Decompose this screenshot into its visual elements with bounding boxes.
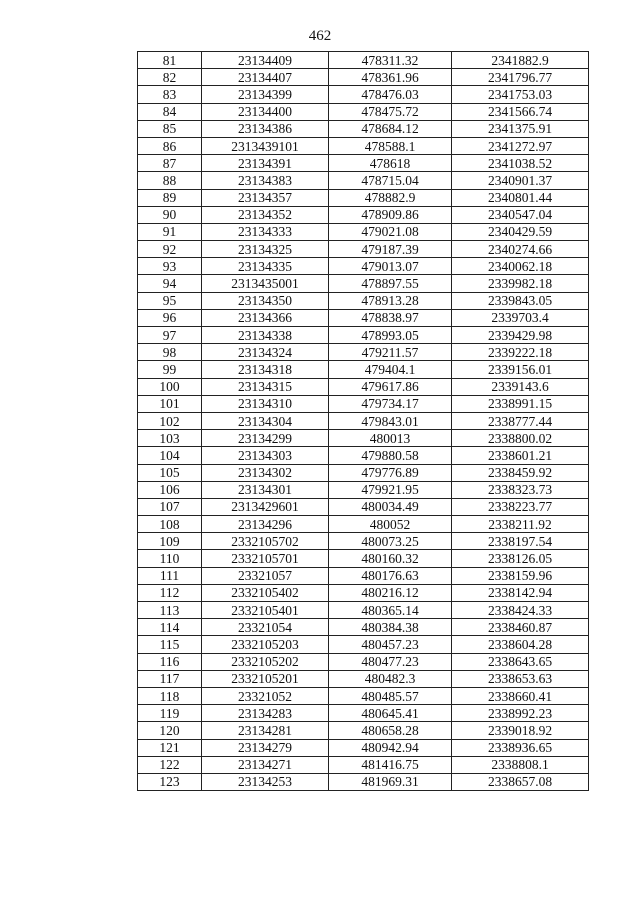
row-number-cell: 99	[138, 361, 202, 378]
y-coordinate-cell: 2338777.44	[452, 412, 589, 429]
point-id-cell: 2313429601	[202, 498, 329, 515]
x-coordinate-cell: 480073.25	[329, 533, 452, 550]
row-number-cell: 82	[138, 69, 202, 86]
row-number-cell: 106	[138, 481, 202, 498]
x-coordinate-cell: 480176.63	[329, 567, 452, 584]
y-coordinate-cell: 2339843.05	[452, 292, 589, 309]
table-row	[138, 103, 589, 120]
x-coordinate-cell: 480034.49	[329, 498, 452, 515]
point-id-cell: 23134333	[202, 223, 329, 240]
x-coordinate-cell: 479617.86	[329, 378, 452, 395]
point-id-cell: 2332105201	[202, 670, 329, 687]
y-coordinate-cell: 2338800.02	[452, 430, 589, 447]
x-coordinate-cell: 480365.14	[329, 602, 452, 619]
table-row	[138, 206, 589, 223]
table-row	[138, 516, 589, 533]
point-id-cell: 23134299	[202, 430, 329, 447]
y-coordinate-cell: 2338808.1	[452, 756, 589, 773]
row-number-cell: 114	[138, 619, 202, 636]
point-id-cell: 2313435001	[202, 275, 329, 292]
x-coordinate-cell: 478361.96	[329, 69, 452, 86]
table-row	[138, 533, 589, 550]
point-id-cell: 23321057	[202, 567, 329, 584]
row-number-cell: 102	[138, 412, 202, 429]
row-number-cell: 98	[138, 344, 202, 361]
point-id-cell: 23134302	[202, 464, 329, 481]
row-number-cell: 100	[138, 378, 202, 395]
row-number-cell: 107	[138, 498, 202, 515]
point-id-cell: 23134296	[202, 516, 329, 533]
table-row	[138, 241, 589, 258]
row-number-cell: 96	[138, 309, 202, 326]
coordinates-table	[137, 51, 589, 791]
row-number-cell: 89	[138, 189, 202, 206]
y-coordinate-cell: 2338424.33	[452, 602, 589, 619]
y-coordinate-cell: 2338460.87	[452, 619, 589, 636]
y-coordinate-cell: 2340801.44	[452, 189, 589, 206]
y-coordinate-cell: 2340062.18	[452, 258, 589, 275]
point-id-cell: 23134409	[202, 52, 329, 69]
x-coordinate-cell: 479013.07	[329, 258, 452, 275]
point-id-cell: 23134386	[202, 120, 329, 137]
table-row	[138, 705, 589, 722]
table-row	[138, 412, 589, 429]
point-id-cell: 2332105401	[202, 602, 329, 619]
table-row	[138, 739, 589, 756]
point-id-cell: 2313439101	[202, 137, 329, 154]
point-id-cell: 23134391	[202, 155, 329, 172]
table-row	[138, 172, 589, 189]
table-row	[138, 395, 589, 412]
point-id-cell: 23134283	[202, 705, 329, 722]
x-coordinate-cell: 480482.3	[329, 670, 452, 687]
point-id-cell: 2332105402	[202, 584, 329, 601]
x-coordinate-cell: 478993.05	[329, 327, 452, 344]
row-number-cell: 111	[138, 567, 202, 584]
x-coordinate-cell: 481416.75	[329, 756, 452, 773]
table-row	[138, 86, 589, 103]
x-coordinate-cell: 478897.55	[329, 275, 452, 292]
row-number-cell: 101	[138, 395, 202, 412]
row-number-cell: 122	[138, 756, 202, 773]
row-number-cell: 115	[138, 636, 202, 653]
row-number-cell: 117	[138, 670, 202, 687]
point-id-cell: 23134304	[202, 412, 329, 429]
point-id-cell: 23134281	[202, 722, 329, 739]
y-coordinate-cell: 2338653.63	[452, 670, 589, 687]
x-coordinate-cell: 479880.58	[329, 447, 452, 464]
y-coordinate-cell: 2338211.92	[452, 516, 589, 533]
row-number-cell: 95	[138, 292, 202, 309]
row-number-cell: 90	[138, 206, 202, 223]
table-row	[138, 550, 589, 567]
row-number-cell: 97	[138, 327, 202, 344]
y-coordinate-cell: 2338223.77	[452, 498, 589, 515]
row-number-cell: 119	[138, 705, 202, 722]
y-coordinate-cell: 2338660.41	[452, 687, 589, 704]
table-row	[138, 687, 589, 704]
row-number-cell: 92	[138, 241, 202, 258]
table-row	[138, 584, 589, 601]
point-id-cell: 23134400	[202, 103, 329, 120]
y-coordinate-cell: 2341272.97	[452, 137, 589, 154]
point-id-cell: 23134271	[202, 756, 329, 773]
point-id-cell: 23134357	[202, 189, 329, 206]
y-coordinate-cell: 2338991.15	[452, 395, 589, 412]
x-coordinate-cell: 479187.39	[329, 241, 452, 258]
row-number-cell: 81	[138, 52, 202, 69]
point-id-cell: 23134303	[202, 447, 329, 464]
x-coordinate-cell: 479021.08	[329, 223, 452, 240]
x-coordinate-cell: 478913.28	[329, 292, 452, 309]
table-row	[138, 361, 589, 378]
point-id-cell: 23321052	[202, 687, 329, 704]
table-row	[138, 69, 589, 86]
y-coordinate-cell: 2338601.21	[452, 447, 589, 464]
row-number-cell: 88	[138, 172, 202, 189]
row-number-cell: 118	[138, 687, 202, 704]
y-coordinate-cell: 2340429.59	[452, 223, 589, 240]
table-row	[138, 223, 589, 240]
y-coordinate-cell: 2340274.66	[452, 241, 589, 258]
table-row	[138, 464, 589, 481]
x-coordinate-cell: 478684.12	[329, 120, 452, 137]
y-coordinate-cell: 2338936.65	[452, 739, 589, 756]
y-coordinate-cell: 2341753.03	[452, 86, 589, 103]
point-id-cell: 23134352	[202, 206, 329, 223]
table-row	[138, 137, 589, 154]
x-coordinate-cell: 478618	[329, 155, 452, 172]
table-row	[138, 189, 589, 206]
y-coordinate-cell: 2341796.77	[452, 69, 589, 86]
y-coordinate-cell: 2338604.28	[452, 636, 589, 653]
y-coordinate-cell: 2339018.92	[452, 722, 589, 739]
x-coordinate-cell: 480216.12	[329, 584, 452, 601]
point-id-cell: 2332105202	[202, 653, 329, 670]
x-coordinate-cell: 479404.1	[329, 361, 452, 378]
row-number-cell: 87	[138, 155, 202, 172]
table-row	[138, 481, 589, 498]
y-coordinate-cell: 2338197.54	[452, 533, 589, 550]
point-id-cell: 23134383	[202, 172, 329, 189]
table-row	[138, 120, 589, 137]
x-coordinate-cell: 480457.23	[329, 636, 452, 653]
y-coordinate-cell: 2338126.05	[452, 550, 589, 567]
y-coordinate-cell: 2339982.18	[452, 275, 589, 292]
y-coordinate-cell: 2340547.04	[452, 206, 589, 223]
y-coordinate-cell: 2341375.91	[452, 120, 589, 137]
table-row	[138, 498, 589, 515]
y-coordinate-cell: 2340901.37	[452, 172, 589, 189]
x-coordinate-cell: 480485.57	[329, 687, 452, 704]
table-row	[138, 722, 589, 739]
row-number-cell: 121	[138, 739, 202, 756]
row-number-cell: 113	[138, 602, 202, 619]
row-number-cell: 86	[138, 137, 202, 154]
row-number-cell: 108	[138, 516, 202, 533]
table-row	[138, 309, 589, 326]
point-id-cell: 23134338	[202, 327, 329, 344]
x-coordinate-cell: 480160.32	[329, 550, 452, 567]
row-number-cell: 112	[138, 584, 202, 601]
point-id-cell: 23134318	[202, 361, 329, 378]
x-coordinate-cell: 478838.97	[329, 309, 452, 326]
y-coordinate-cell: 2338323.73	[452, 481, 589, 498]
row-number-cell: 85	[138, 120, 202, 137]
page-number: 462	[308, 28, 332, 44]
x-coordinate-cell: 480052	[329, 516, 452, 533]
x-coordinate-cell: 478715.04	[329, 172, 452, 189]
table-row	[138, 344, 589, 361]
y-coordinate-cell: 2339429.98	[452, 327, 589, 344]
y-coordinate-cell: 2338657.08	[452, 773, 589, 790]
x-coordinate-cell: 478475.72	[329, 103, 452, 120]
y-coordinate-cell: 2338992.23	[452, 705, 589, 722]
y-coordinate-cell: 2338159.96	[452, 567, 589, 584]
table-row	[138, 756, 589, 773]
table-row	[138, 773, 589, 790]
row-number-cell: 116	[138, 653, 202, 670]
table-row	[138, 619, 589, 636]
y-coordinate-cell: 2338459.92	[452, 464, 589, 481]
y-coordinate-cell: 2338643.65	[452, 653, 589, 670]
row-number-cell: 94	[138, 275, 202, 292]
point-id-cell: 2332105702	[202, 533, 329, 550]
point-id-cell: 23134350	[202, 292, 329, 309]
x-coordinate-cell: 479211.57	[329, 344, 452, 361]
table-row	[138, 292, 589, 309]
y-coordinate-cell: 2339143.6	[452, 378, 589, 395]
point-id-cell: 23134366	[202, 309, 329, 326]
row-number-cell: 123	[138, 773, 202, 790]
table-row	[138, 602, 589, 619]
table-body	[138, 52, 589, 791]
point-id-cell: 23134253	[202, 773, 329, 790]
x-coordinate-cell: 478476.03	[329, 86, 452, 103]
point-id-cell: 23134407	[202, 69, 329, 86]
table-row	[138, 653, 589, 670]
point-id-cell: 23134301	[202, 481, 329, 498]
y-coordinate-cell: 2339703.4	[452, 309, 589, 326]
x-coordinate-cell: 481969.31	[329, 773, 452, 790]
point-id-cell: 23134324	[202, 344, 329, 361]
row-number-cell: 103	[138, 430, 202, 447]
point-id-cell: 23321054	[202, 619, 329, 636]
table-row	[138, 636, 589, 653]
table-row	[138, 275, 589, 292]
x-coordinate-cell: 480645.41	[329, 705, 452, 722]
table-row	[138, 155, 589, 172]
table-row	[138, 447, 589, 464]
x-coordinate-cell: 480942.94	[329, 739, 452, 756]
y-coordinate-cell: 2339222.18	[452, 344, 589, 361]
x-coordinate-cell: 478882.9	[329, 189, 452, 206]
y-coordinate-cell: 2338142.94	[452, 584, 589, 601]
table-row	[138, 670, 589, 687]
row-number-cell: 84	[138, 103, 202, 120]
table-row	[138, 327, 589, 344]
y-coordinate-cell: 2341882.9	[452, 52, 589, 69]
table-row	[138, 258, 589, 275]
x-coordinate-cell: 480658.28	[329, 722, 452, 739]
point-id-cell: 2332105203	[202, 636, 329, 653]
point-id-cell: 23134310	[202, 395, 329, 412]
x-coordinate-cell: 480477.23	[329, 653, 452, 670]
table-row	[138, 430, 589, 447]
x-coordinate-cell: 478311.32	[329, 52, 452, 69]
row-number-cell: 83	[138, 86, 202, 103]
point-id-cell: 23134315	[202, 378, 329, 395]
x-coordinate-cell: 479776.89	[329, 464, 452, 481]
x-coordinate-cell: 480013	[329, 430, 452, 447]
table-row	[138, 52, 589, 69]
row-number-cell: 104	[138, 447, 202, 464]
row-number-cell: 93	[138, 258, 202, 275]
table-row	[138, 378, 589, 395]
row-number-cell: 105	[138, 464, 202, 481]
row-number-cell: 109	[138, 533, 202, 550]
x-coordinate-cell: 479734.17	[329, 395, 452, 412]
point-id-cell: 2332105701	[202, 550, 329, 567]
row-number-cell: 91	[138, 223, 202, 240]
x-coordinate-cell: 480384.38	[329, 619, 452, 636]
x-coordinate-cell: 478909.86	[329, 206, 452, 223]
point-id-cell: 23134335	[202, 258, 329, 275]
x-coordinate-cell: 479843.01	[329, 412, 452, 429]
point-id-cell: 23134279	[202, 739, 329, 756]
y-coordinate-cell: 2341566.74	[452, 103, 589, 120]
point-id-cell: 23134325	[202, 241, 329, 258]
point-id-cell: 23134399	[202, 86, 329, 103]
row-number-cell: 110	[138, 550, 202, 567]
x-coordinate-cell: 478588.1	[329, 137, 452, 154]
table-row	[138, 567, 589, 584]
row-number-cell: 120	[138, 722, 202, 739]
x-coordinate-cell: 479921.95	[329, 481, 452, 498]
y-coordinate-cell: 2341038.52	[452, 155, 589, 172]
y-coordinate-cell: 2339156.01	[452, 361, 589, 378]
